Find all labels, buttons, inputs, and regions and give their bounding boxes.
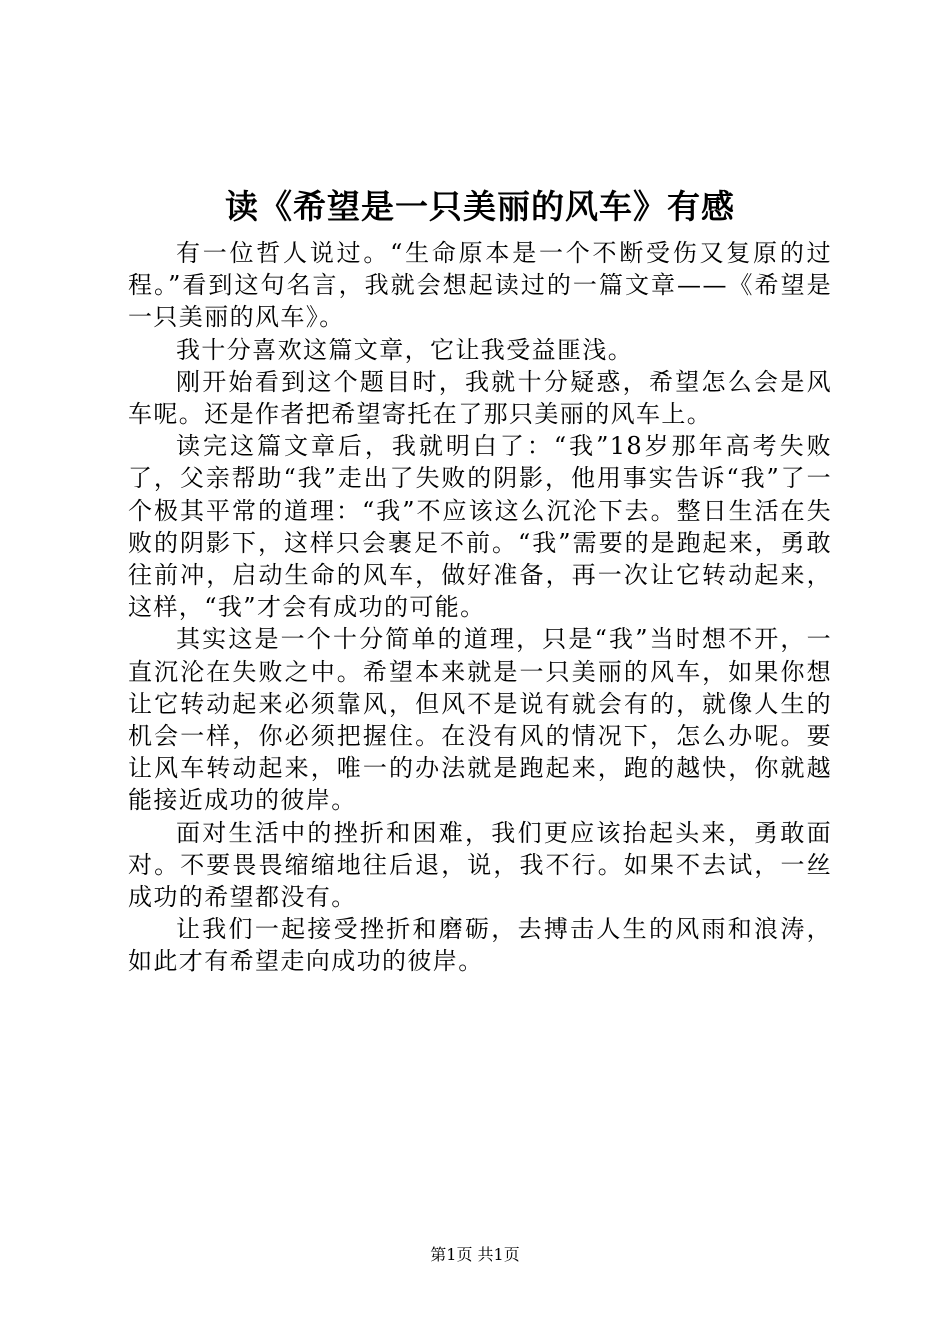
paragraph: 刚开始看到这个题目时，我就十分疑惑，希望怎么会是风车呢。还是作者把希望寄托在了那只美丽的风车上。 <box>128 367 832 429</box>
paragraph: 其实这是一个十分简单的道理，只是“我”当时想不开，一直沉沦在失败之中。希望本来就是一只美丽的风车，如果你想让它转动起来必须靠风，但风不是说有就会有的，就像人生的机会一样，你必须把握住。在没有风的情况下，怎么办呢。要让风车转动起来，唯一的办法就是跑起来，跑的越快，你就越能接近成功的彼岸。 <box>128 625 832 815</box>
document-body <box>128 237 832 978</box>
paragraph: 面对生活中的挫折和困难，我们更应该抬起头来，勇敢面对。不要畏畏缩缩地往后退，说，我不行。如果不去试，一丝成功的希望都没有。 <box>128 818 832 912</box>
document-title: 读《希望是一只美丽的风车》有感 <box>225 187 735 226</box>
paragraph: 让我们一起接受挫折和磨砺，去搏击人生的风雨和浪涛，如此才有希望走向成功的彼岸。 <box>128 915 832 976</box>
paragraph: 有一位哲人说过。“生命原本是一个不断受伤又复原的过程。”看到这句名言，我就会想起读过的一篇文章——《希望是一只美丽的风车》。 <box>128 239 832 332</box>
paragraph: 读完这篇文章后，我就明白了：“我”18岁那年高考失败了，父亲帮助“我”走出了失败的阴影，他用事实告诉“我”了一个极其平常的道理：“我”不应该这么沉沦下去。整日生活在失败的阴影下，这样只会裹足不前。“我”需要的是跑起来，勇敢往前冲，启动生命的风车，做好准备，再一次让它转动起来，这样，“我”才会有成功的可能。 <box>128 432 832 622</box>
paragraph: 我十分喜欢这篇文章，它让我受益匪浅。 <box>176 335 634 364</box>
page-footer: 第1页 共1页 <box>430 1245 520 1264</box>
